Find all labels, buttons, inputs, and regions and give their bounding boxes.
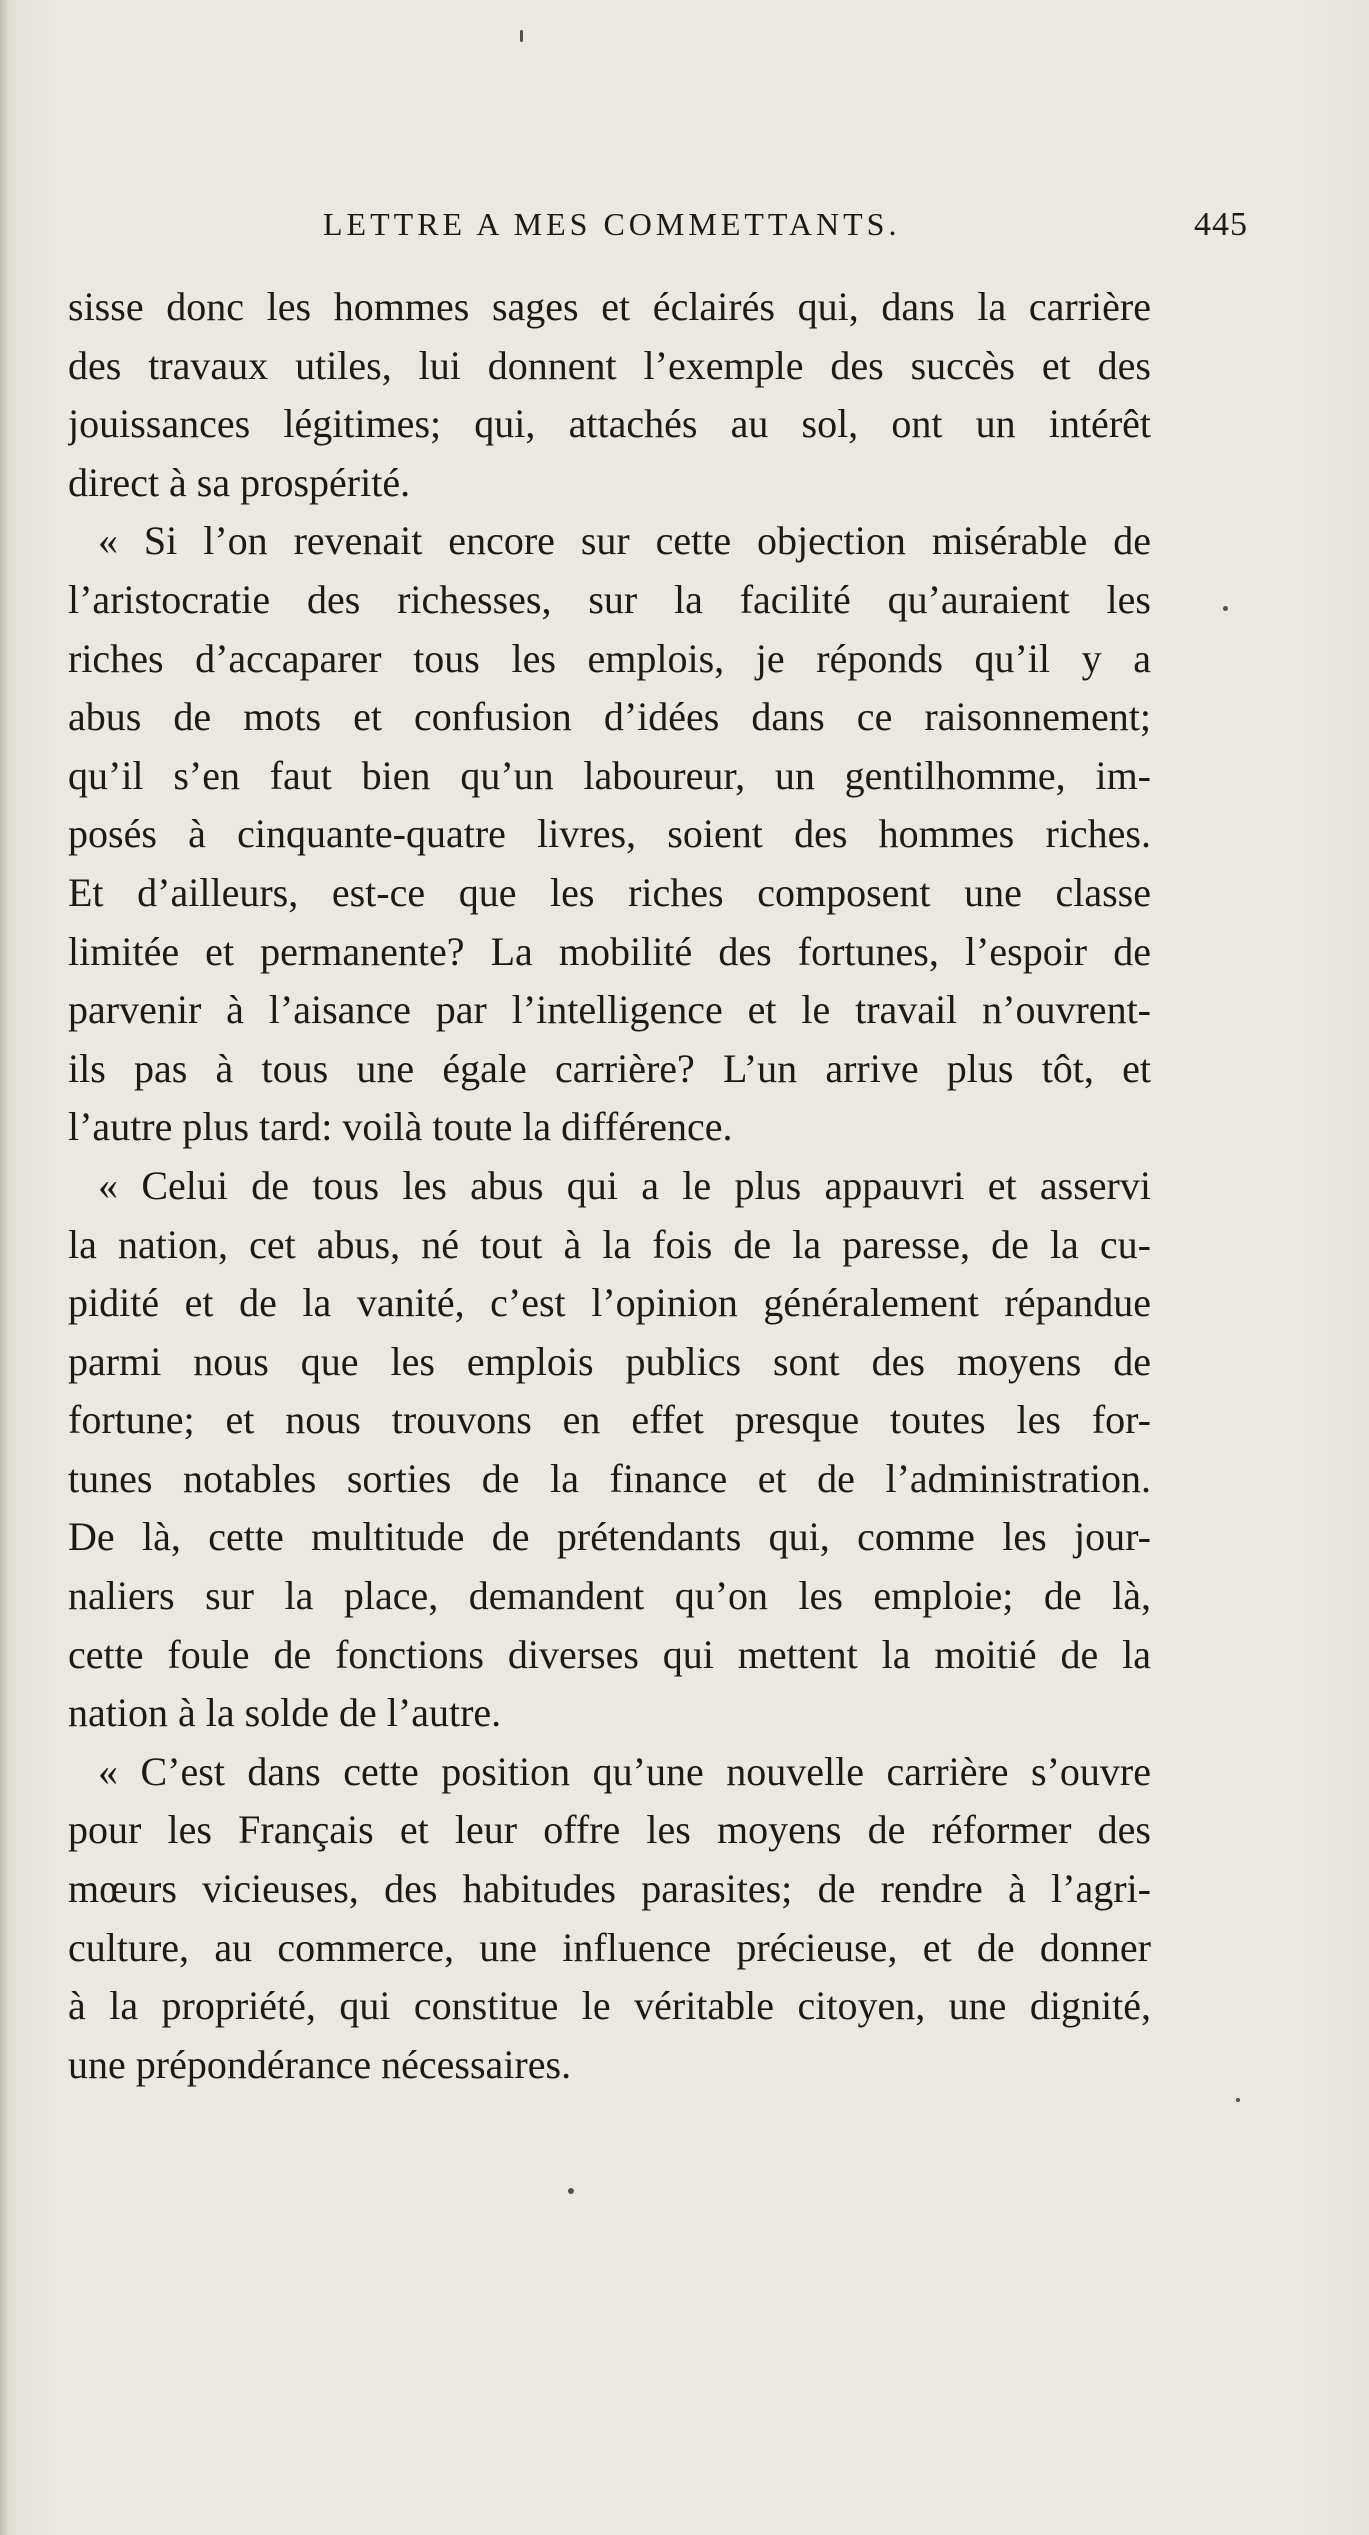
text-line: pour les Français et leur offre les moyens de réformer des <box>68 1807 1151 1853</box>
body-text <box>68 278 1151 2094</box>
text-line: qu’il s’en faut bien qu’un laboureur, un gentilhomme, im- <box>68 752 1151 798</box>
text-line: sisse donc les hommes sages et éclairés qui, dans la carrière <box>68 284 1151 329</box>
text-line: pidité et de la vanité, c’est l’opinion généralement répandue <box>68 1280 1151 1326</box>
text-line: abus de mots et confusion d’idées dans ce raisonnement; <box>68 694 1151 740</box>
page-header <box>68 206 1248 256</box>
text-line: Et d’ailleurs, est-ce que les riches composent une classe <box>68 869 1151 915</box>
text-line: ils pas à tous une égale carrière? L’un arrive plus tôt, et <box>68 1045 1151 1091</box>
text-line: culture, au commerce, une influence précieuse, et de donner <box>68 1924 1151 1970</box>
ink-speck <box>1223 606 1228 611</box>
text-line: parmi nous que les emplois publics sont des moyens de <box>68 1338 1151 1384</box>
text-line: limitée et permanente? La mobilité des fortunes, l’espoir de <box>68 928 1151 974</box>
text-line: nation à la solde de l’autre. <box>68 1690 502 1736</box>
text-line: une prépondérance nécessaires. <box>68 2041 572 2087</box>
text-line: jouissances légitimes; qui, attachés au sol, ont un intérêt <box>68 401 1151 447</box>
ink-speck <box>520 30 523 42</box>
text-line: naliers sur la place, demandent qu’on les emploie; de là, <box>68 1573 1151 1619</box>
text-line: mœurs vicieuses, des habitudes parasites; de rendre à l’agri- <box>68 1866 1151 1912</box>
text-line: « C’est dans cette position qu’une nouvelle carrière s’ouvre <box>98 1748 1151 1794</box>
page-number: 445 <box>1194 206 1248 243</box>
text-line: posés à cinquante-quatre livres, soient des hommes riches. <box>68 811 1151 857</box>
ink-speck <box>568 2188 574 2194</box>
text-line: l’autre plus tard: voilà toute la différence. <box>68 1104 733 1150</box>
text-line: riches d’accaparer tous les emplois, je réponds qu’il y a <box>68 635 1151 681</box>
text-line: à la propriété, qui constitue le véritable citoyen, une dignité, <box>68 1983 1151 2029</box>
text-line: cette foule de fonctions diverses qui mettent la moitié de la <box>68 1631 1151 1677</box>
text-line: la nation, cet abus, né tout à la fois de la paresse, de la cu- <box>68 1221 1151 1267</box>
binding-edge <box>0 0 8 2535</box>
running-title: LETTRE A MES COMMETTANTS. <box>323 206 901 242</box>
text-line: des travaux utiles, lui donnent l’exemple des succès et des <box>68 342 1151 388</box>
text-line: tunes notables sorties de la finance et de l’administration. <box>68 1455 1151 1501</box>
text-line: parvenir à l’aisance par l’intelligence et le travail n’ouvrent- <box>68 987 1151 1033</box>
text-line: fortune; et nous trouvons en effet presque toutes les for- <box>68 1397 1151 1443</box>
text-line: De là, cette multitude de prétendants qui, comme les jour- <box>68 1514 1151 1560</box>
ink-speck <box>1236 2098 1240 2102</box>
text-line: direct à sa prospérité. <box>68 459 411 505</box>
text-line: « Si l’on revenait encore sur cette objection misérable de <box>98 518 1151 564</box>
text-line: l’aristocratie des richesses, sur la facilité qu’auraient les <box>68 576 1151 622</box>
text-line: « Celui de tous les abus qui a le plus appauvri et asservi <box>98 1162 1151 1208</box>
